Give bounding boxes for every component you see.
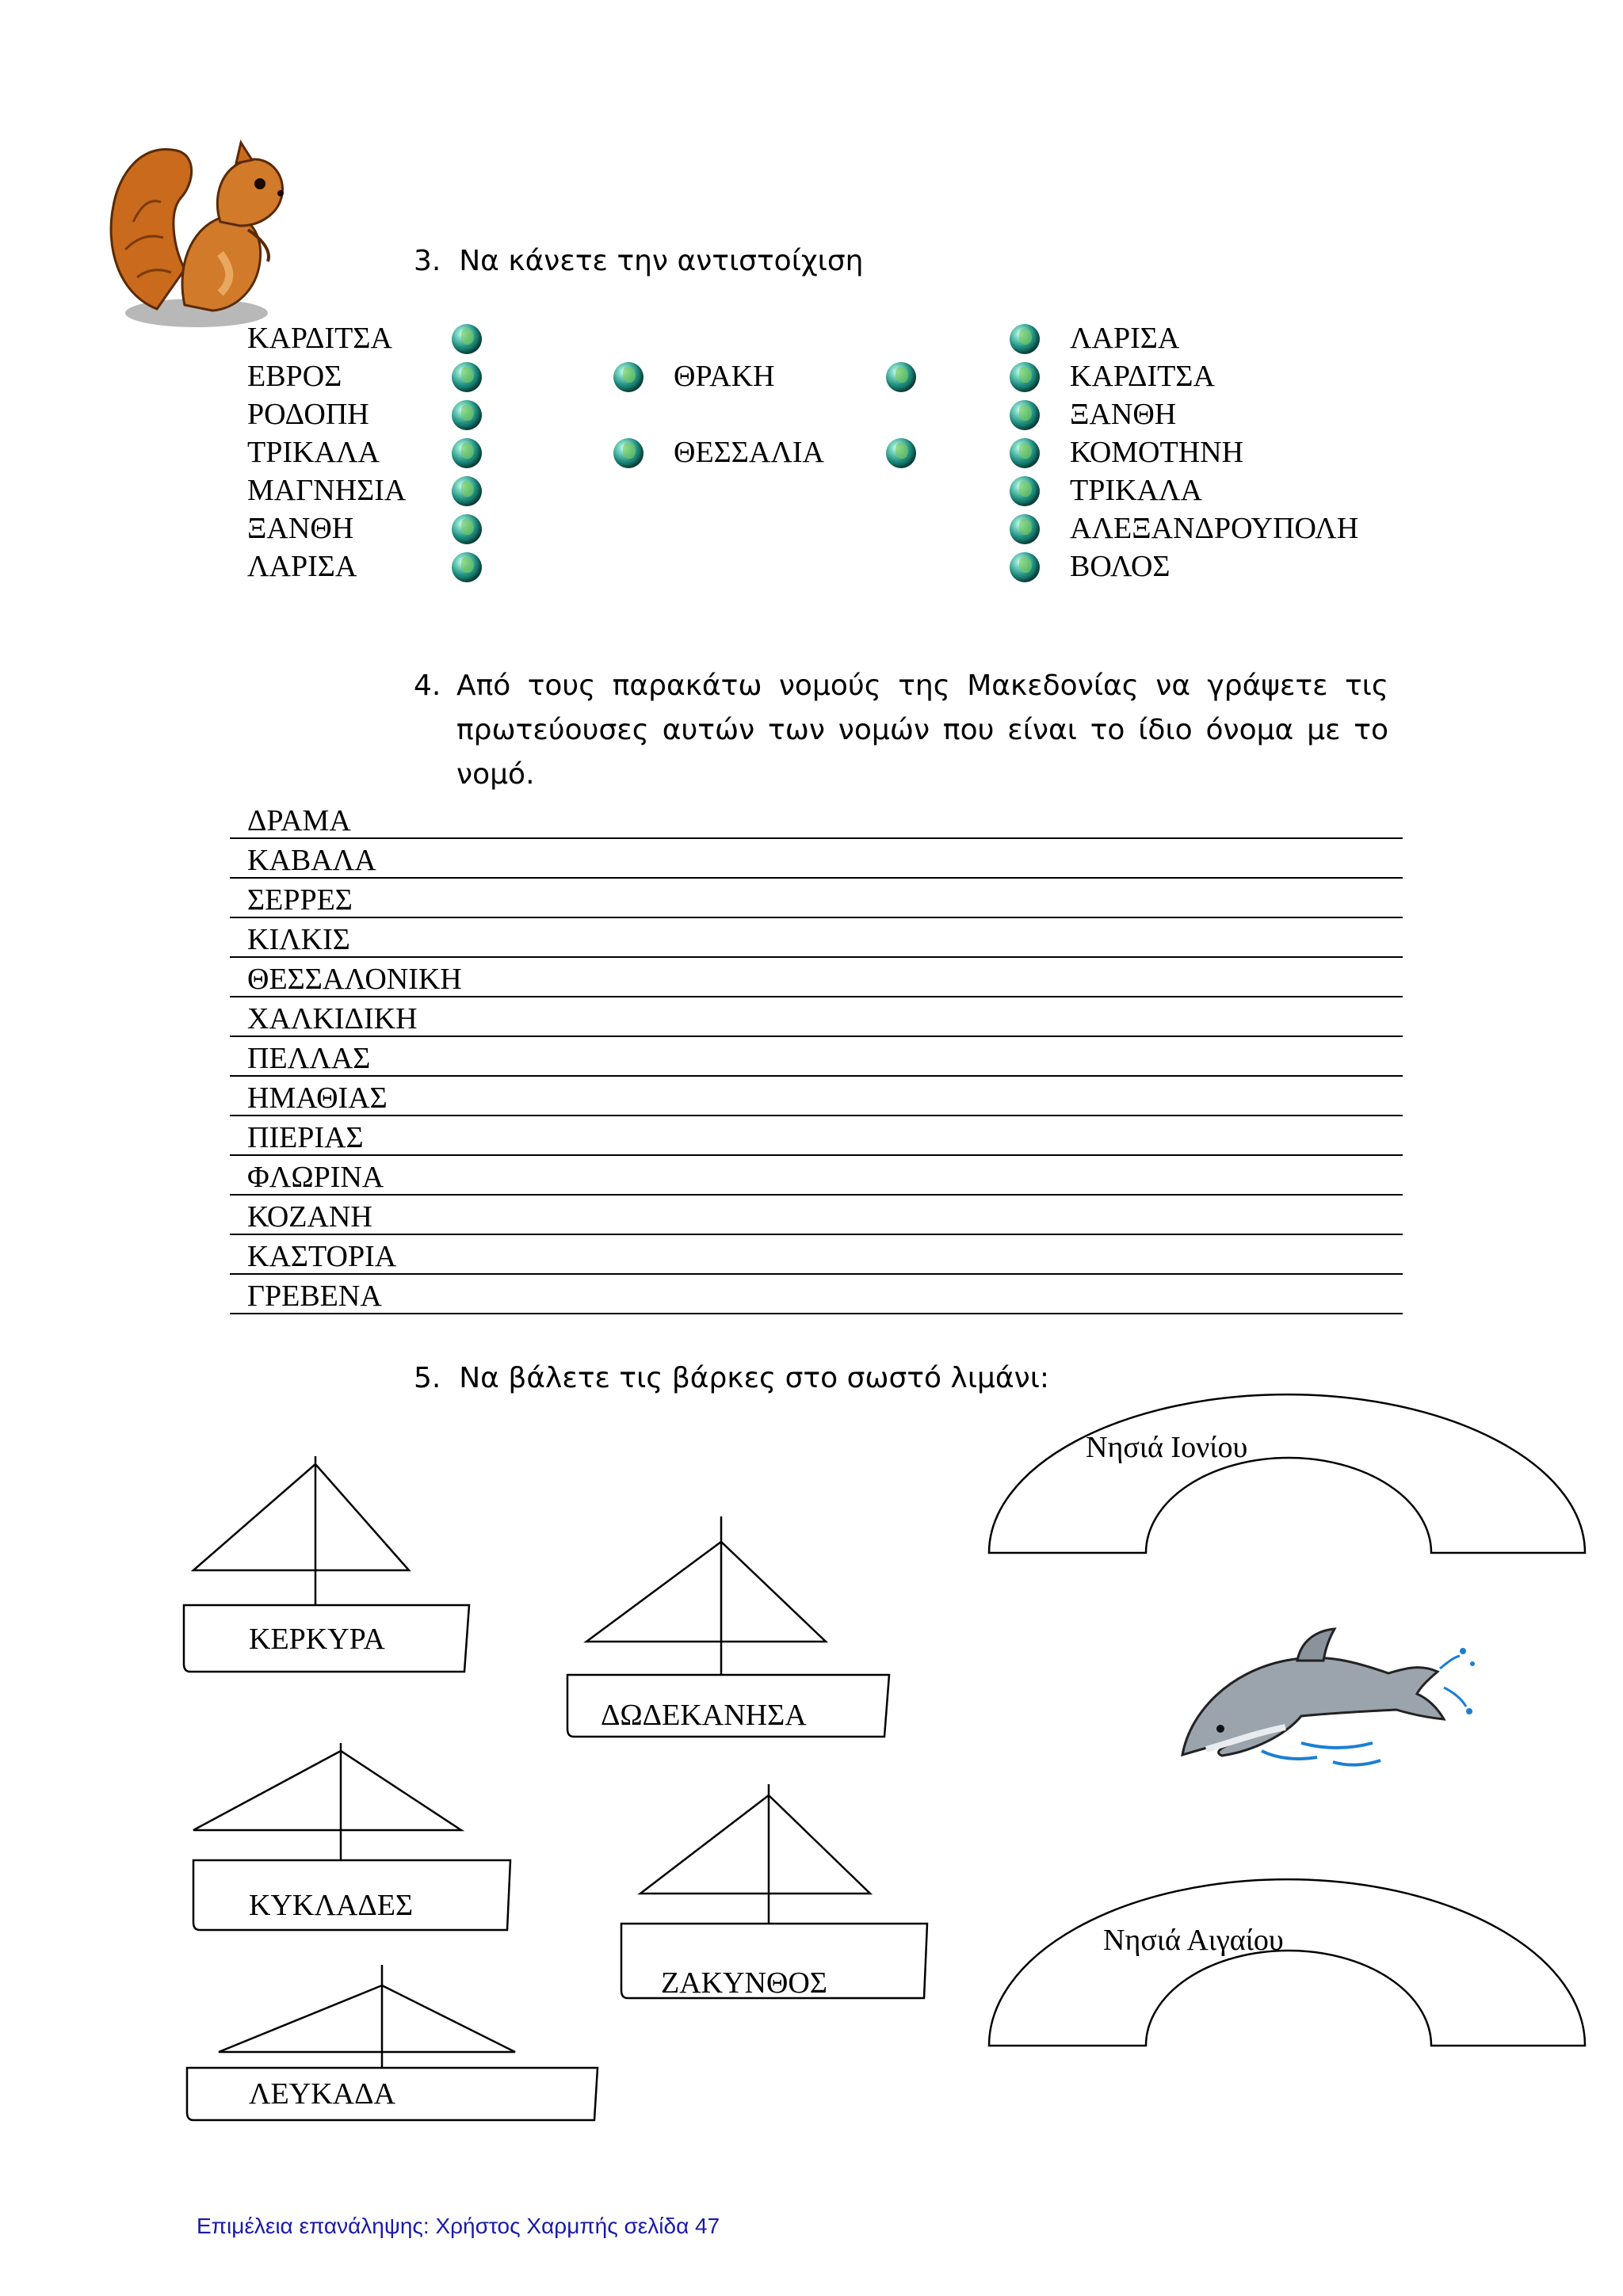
q3-right-item: ΚΑΡΔΙΤΣΑ (1070, 360, 1215, 393)
prefecture-label: ΚΟΖΑΝΗ (247, 1200, 372, 1234)
harbor-aegean[interactable] (989, 1879, 1585, 2046)
prefecture-label: ΦΛΩΡΙΝΑ (247, 1161, 384, 1194)
q4-number: 4. (414, 669, 441, 702)
q3-left-item: ΚΑΡΔΙΤΣΑ (247, 322, 392, 355)
prefecture-label: ΚΑΒΑΛΑ (247, 844, 376, 877)
prefecture-label: ΣΕΡΡΕΣ (247, 883, 353, 917)
boat-label: ΚΕΡΚΥΡΑ (249, 1623, 385, 1656)
harbor-aegean-label: Νησιά Αιγαίου (1103, 1924, 1284, 1957)
boat-label: ΛΕΥΚΑΔΑ (249, 2077, 395, 2111)
prefecture-label: ΠΙΕΡΙΑΣ (247, 1121, 364, 1154)
q4-title-text: Από τους παρακάτω νομούς της Μακεδονίας να γράψετε τις πρωτεύουσες αυτών των νομών που είναι το ίδιο όνομα με το νομό. (456, 669, 1388, 791)
prefecture-label: ΚΙΛΚΙΣ (247, 923, 350, 956)
q3-number: 3. (414, 245, 441, 277)
q3-left-item: ΤΡΙΚΑΛΑ (247, 436, 380, 469)
q3-middle-item: ΘΕΣΣΑΛΙΑ (674, 436, 824, 469)
prefecture-label: ΚΑΣΤΟΡΙΑ (247, 1240, 397, 1273)
dolphin-illustration (1159, 1616, 1491, 1775)
q3-left-item: ΛΑΡΙΣΑ (247, 550, 357, 583)
q3-title-text: Να κάνετε την αντιστοίχιση (459, 245, 864, 277)
q3-right-item: ΛΑΡΙΣΑ (1070, 322, 1180, 355)
prefecture-label: ΘΕΣΣΑΛΟΝΙΚΗ (247, 963, 462, 996)
boat-label: ΔΩΔΕΚΑΝΗΣΑ (601, 1699, 807, 1732)
q3-right-item: ΒΟΛΟΣ (1070, 550, 1170, 583)
boat-label: ΖΑΚΥΝΘΟΣ (661, 1966, 827, 2000)
harbor-ionian-label: Νησιά Ιονίου (1086, 1431, 1248, 1464)
q3-left-item: ΜΑΓΝΗΣΙΑ (247, 474, 407, 507)
q3-middle-item: ΘΡΑΚΗ (674, 360, 775, 393)
prefecture-label: ΓΡΕΒΕΝΑ (247, 1280, 382, 1313)
q3-left-item: ΡΟΔΟΠΗ (247, 398, 369, 431)
prefecture-label: ΠΕΛΛΑΣ (247, 1042, 371, 1075)
q3-right-item: ΞΑΝΘΗ (1070, 398, 1177, 431)
prefecture-label: ΗΜΑΘΙΑΣ (247, 1081, 388, 1115)
q3-left-item: ΞΑΝΘΗ (247, 512, 354, 545)
boat-label: ΚΥΚΛΑΔΕΣ (249, 1889, 414, 1922)
q3-right-item: ΚΟΜΟΤΗΝΗ (1070, 436, 1244, 469)
q3-left-item: ΕΒΡΟΣ (247, 360, 342, 393)
prefecture-label: ΧΑΛΚΙΔΙΚΗ (247, 1002, 418, 1035)
harbor-ionian[interactable] (989, 1394, 1585, 1553)
q5-number: 5. (414, 1362, 441, 1394)
prefecture-label: ΔΡΑΜΑ (247, 804, 351, 837)
footer-credit: Επιμέλεια επανάληψης: Χρήστος Χαρμπής σελίδα 47 (197, 2214, 720, 2238)
q3-right-item: ΑΛΕΞΑΝΔΡΟΥΠΟΛΗ (1070, 512, 1359, 545)
q3-right-item: ΤΡΙΚΑΛΑ (1070, 474, 1202, 507)
q5-title-text: Να βάλετε τις βάρκες στο σωστό λιμάνι: (459, 1362, 1050, 1394)
